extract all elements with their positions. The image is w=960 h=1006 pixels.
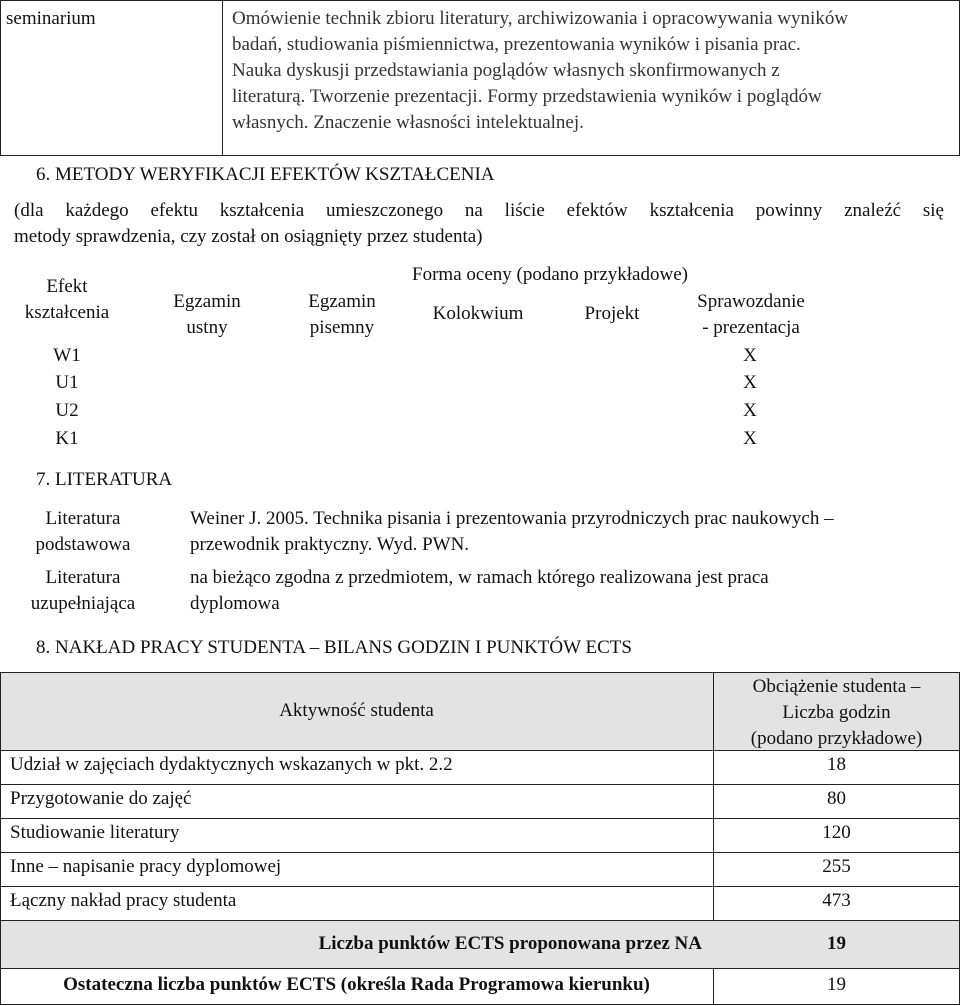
col-effect-header: Efekt kształcenia bbox=[24, 276, 110, 323]
activity-hours: 80 bbox=[827, 788, 846, 809]
basic-literature-label: Literatura podstawowa bbox=[35, 508, 131, 555]
col-report-header: Sprawozdanie - prezentacja bbox=[697, 291, 805, 338]
activity-name: Przygotowanie do zajęć bbox=[10, 788, 192, 809]
supplementary-literature-label: Literatura uzupełniająca bbox=[30, 567, 136, 614]
section-7-heading: 7. LITERATURA bbox=[36, 469, 173, 490]
method-mark: X bbox=[743, 372, 757, 393]
col-activity-header: Aktywność studenta bbox=[279, 700, 434, 721]
basic-literature-text: Weiner J. 2005. Technika pisania i prezentowania przyrodniczych prac naukowych – przewodnik praktyczny. Wyd. PWN. bbox=[190, 508, 834, 555]
ects-final-value: 19 bbox=[827, 974, 846, 995]
ects-proposed-value: 19 bbox=[827, 933, 846, 954]
activity-name: Studiowanie literatury bbox=[10, 822, 180, 843]
activity-name: Inne – napisanie pracy dyplomowej bbox=[10, 856, 282, 877]
ects-proposed-label: Liczba punktów ECTS proponowana przez NA bbox=[318, 933, 702, 954]
effect-code: W1 bbox=[53, 345, 81, 366]
method-mark: X bbox=[743, 428, 757, 449]
activity-hours: 18 bbox=[827, 754, 846, 775]
col-load-header: Obciążenie studenta – Liczba godzin (podano przykładowe) bbox=[750, 676, 923, 749]
seminar-content: Omówienie technik zbioru literatury, archiwizowania i opracowywania wyników badań, studiowania piśmiennictwa, prezentowania wyników i pisania prac. Nauka dyskusji przedstawiania poglądów własnych skonfirmowanych z literaturą. Tworzenie prezentacji. Formy przedstawienia wyników i poglądów własnych. Znaczenie własności intelektualnej. bbox=[232, 8, 849, 133]
activity-name: Łączny nakład pracy studenta bbox=[10, 890, 237, 911]
section-6-note: (dla każdego efektu kształcenia umieszczonego na liście efektów kształcenia powinny znaleźć się metody sprawdzenia, czy został on osiągnięty przez studenta) bbox=[14, 200, 944, 247]
section-6-heading: 6. METODY WERYFIKACJI EFEKTÓW KSZTAŁCENIA bbox=[36, 164, 495, 185]
col-written-exam-header: Egzamin pisemny bbox=[308, 291, 376, 338]
effect-code: U2 bbox=[55, 400, 79, 421]
section-8-heading: 8. NAKŁAD PRACY STUDENTA – BILANS GODZIN I PUNKTÓW ECTS bbox=[36, 637, 632, 658]
effect-code: K1 bbox=[55, 428, 79, 449]
method-mark: X bbox=[743, 400, 757, 421]
activity-hours: 120 bbox=[822, 822, 851, 843]
col-colloquium-header: Kolokwium bbox=[432, 303, 524, 324]
activity-hours: 255 bbox=[822, 856, 851, 877]
supplementary-literature-text: na bieżąco zgodna z przedmiotem, w ramach którego realizowana jest praca dyplomowa bbox=[190, 567, 769, 614]
activity-name: Udział w zajęciach dydaktycznych wskazanych w pkt. 2.2 bbox=[10, 754, 453, 775]
col-oral-exam-header: Egzamin ustny bbox=[173, 291, 241, 338]
effect-code: U1 bbox=[55, 372, 79, 393]
ects-final-label: Ostateczna liczba punktów ECTS (określa Rada Programowa kierunku) bbox=[63, 974, 650, 995]
method-mark: X bbox=[743, 345, 757, 366]
activity-hours: 473 bbox=[822, 890, 851, 911]
col-project-header: Projekt bbox=[584, 303, 640, 324]
seminar-label: seminarium bbox=[6, 8, 96, 29]
col-group-header: Forma oceny (podano przykładowe) bbox=[412, 264, 688, 285]
